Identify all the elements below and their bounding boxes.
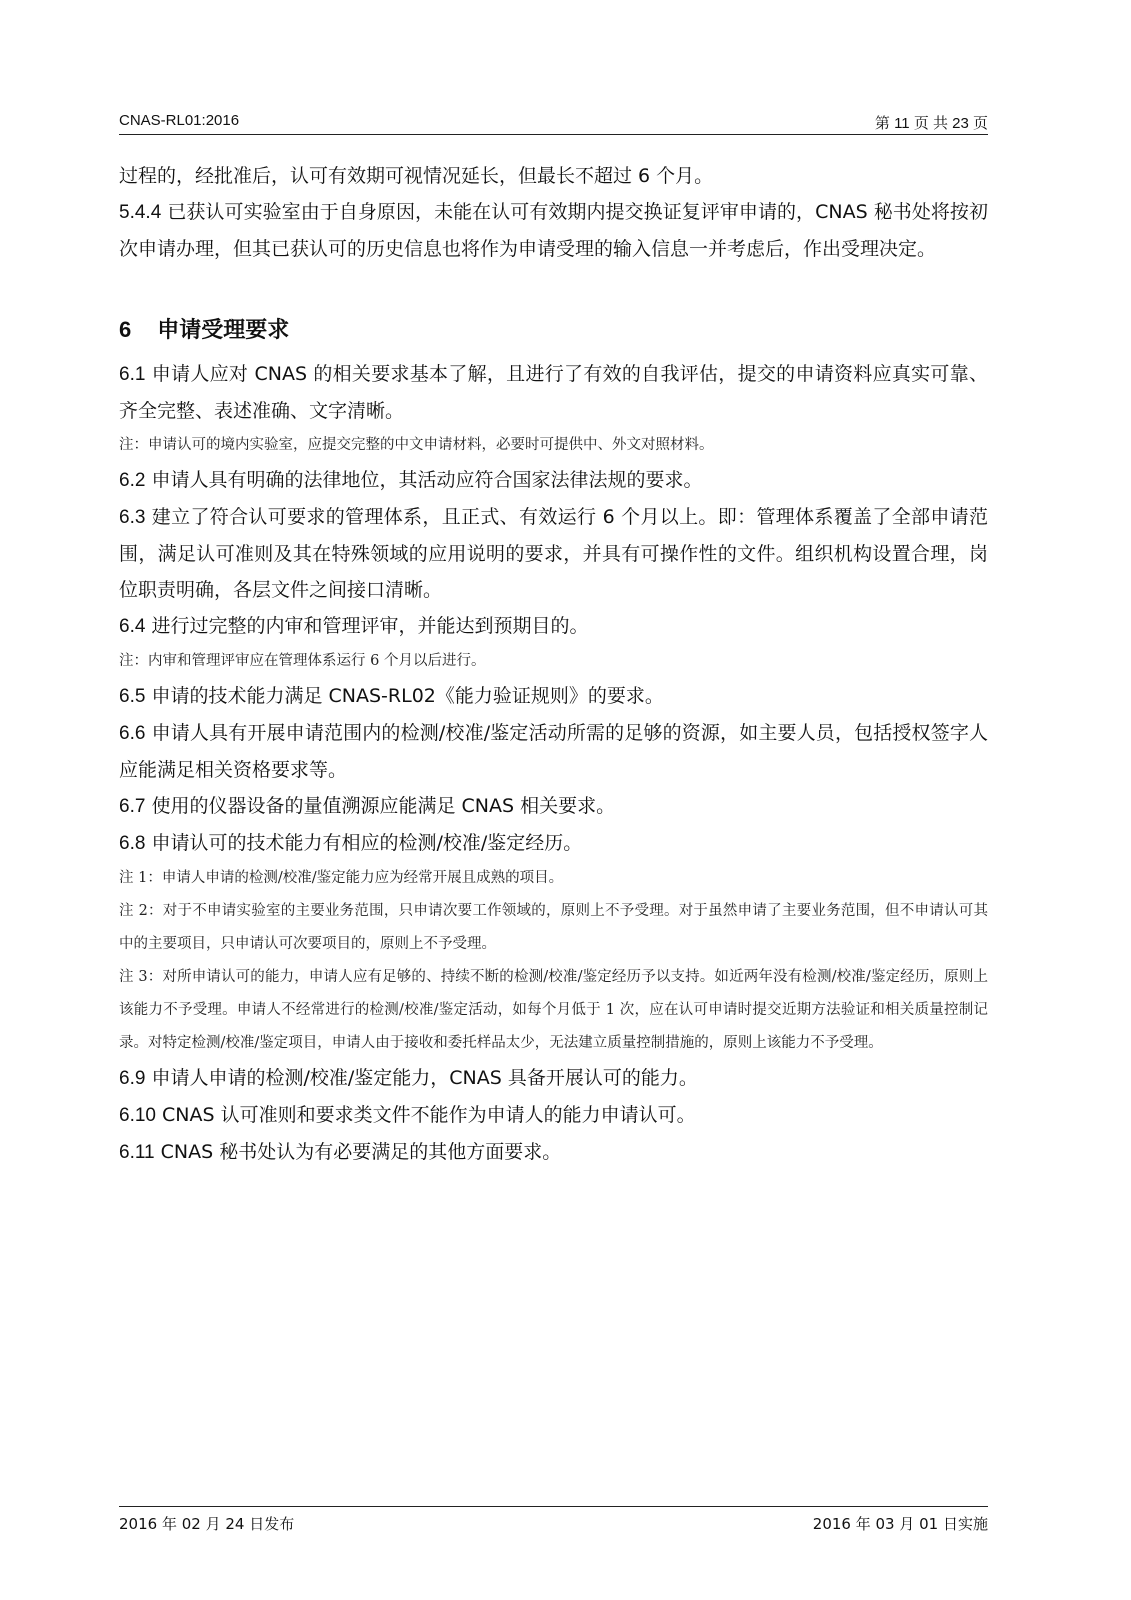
section-title: 申请受理要求 <box>157 318 290 343</box>
clause-6-3 <box>119 499 988 608</box>
clause-text: 使用的仪器设备的量值溯源应能满足 CNAS 相关要求。 <box>151 795 616 817</box>
clause-text: 申请人具有开展申请范围内的检测/校准/鉴定活动所需的足够的资源，如主要人员，包括授权签字人应能满足相关资格要求等。 <box>119 722 988 781</box>
clause-number: 6.8 <box>119 833 146 854</box>
clause-6-10 <box>119 1097 988 1134</box>
effective-date: 2016 年 03 月 01 日实施 <box>812 1515 988 1533</box>
clause-6-2 <box>119 462 988 499</box>
clause-number: 6.4 <box>119 616 146 637</box>
note-6-1: 注：申请认可的境内实验室，应提交完整的中文申请材料，必要时可提供中、外文对照材料。 <box>119 437 714 453</box>
clause-5-4-4 <box>119 194 988 267</box>
note-6-8-1: 注 1：申请人申请的检测/校准/鉴定能力应为经常开展且成熟的项目。 <box>119 870 564 886</box>
clause-number: 6.9 <box>119 1068 146 1089</box>
clause-text: 申请的技术能力满足 CNAS-RL02《能力验证规则》的要求。 <box>151 685 664 707</box>
clause-6-5 <box>119 678 988 715</box>
clause-text: 已获认可实验室由于自身原因，未能在认可有效期内提交换证复评审申请的，CNAS 秘书处将按初次申请办理，但其已获认可的历史信息也将作为申请受理的输入信息一并考虑后，作出受理决定。 <box>119 201 988 260</box>
clause-text: 申请人应对 CNAS 的相关要求基本了解，且进行了有效的自我评估，提交的申请资料应真实可靠、齐全完整、表述准确、文字清晰。 <box>119 363 988 422</box>
clause-number: 6.11 <box>119 1142 155 1163</box>
clause-6-11 <box>119 1134 988 1171</box>
clause-text: CNAS 秘书处认为有必要满足的其他方面要求。 <box>160 1141 562 1163</box>
clause-number: 6.7 <box>119 796 146 817</box>
clause-number: 5.4.4 <box>119 202 162 223</box>
clause-number: 6.1 <box>119 364 146 385</box>
clause-number: 6.6 <box>119 723 146 744</box>
clause-6-1 <box>119 356 988 429</box>
clause-text: 申请人具有明确的法律地位，其活动应符合国家法律法规的要求。 <box>151 469 703 491</box>
issue-date: 2016 年 02 月 24 日发布 <box>119 1515 295 1533</box>
clause-6-9 <box>119 1060 988 1097</box>
clause-text: 建立了符合认可要求的管理体系，且正式、有效运行 6 个月以上。即：管理体系覆盖了全部申请范围，满足认可准则及其在特殊领域的应用说明的要求，并具有可操作性的文件。组织机构设置合理，岗位职责明确，各层文件之间接口清晰。 <box>119 506 988 601</box>
clause-number: 6.3 <box>119 507 146 528</box>
clause-number: 6.2 <box>119 470 146 491</box>
note-6-8-3: 注 3：对所申请认可的能力，申请人应有足够的、持续不断的检测/校准/鉴定经历予以支持。如近两年没有检测/校准/鉴定经历，原则上该能力不予受理。申请人不经常进行的检测/校准/鉴定活动，如每个月低于 1 次，应在认可申请时提交近期方法验证和相关质量控制记录。对特定检测/校准/鉴定项目，申请人由于接收和委托样品太少，无法建立质量控制措施的，原则上该能力不予受理。 <box>119 969 988 1051</box>
clause-number: 6.10 <box>119 1105 156 1126</box>
clause-number: 6.5 <box>119 686 146 707</box>
note-6-4: 注：内审和管理评审应在管理体系运行 6 个月以后进行。 <box>119 653 486 669</box>
document-body <box>119 158 988 1171</box>
clause-text: 进行过完整的内审和管理评审，并能达到预期目的。 <box>151 615 589 637</box>
section-number: 6 <box>119 317 132 342</box>
paragraph-continuation: 过程的，经批准后，认可有效期可视情况延长，但最长不超过 6 个月。 <box>119 165 714 187</box>
clause-6-4 <box>119 608 988 645</box>
clause-text: 申请人申请的检测/校准/鉴定能力，CNAS 具备开展认可的能力。 <box>151 1067 698 1089</box>
clause-6-6 <box>119 715 988 788</box>
clause-text: CNAS 认可准则和要求类文件不能作为申请人的能力申请认可。 <box>162 1104 696 1126</box>
clause-text: 申请认可的技术能力有相应的检测/校准/鉴定经历。 <box>151 832 583 854</box>
page-header <box>119 110 988 135</box>
section-heading-6 <box>119 315 988 346</box>
note-6-8-2: 注 2：对于不申请实验室的主要业务范围，只申请次要工作领域的，原则上不予受理。对于虽然申请了主要业务范围，但不申请认可其中的主要项目，只申请认可次要项目的，原则上不予受理。 <box>119 903 988 952</box>
clause-6-7 <box>119 788 988 825</box>
page-number: 第 11 页 共 23 页 <box>874 115 988 132</box>
clause-6-8 <box>119 825 988 862</box>
page-footer <box>119 1506 988 1533</box>
document-code: CNAS-RL01:2016 <box>119 112 240 129</box>
